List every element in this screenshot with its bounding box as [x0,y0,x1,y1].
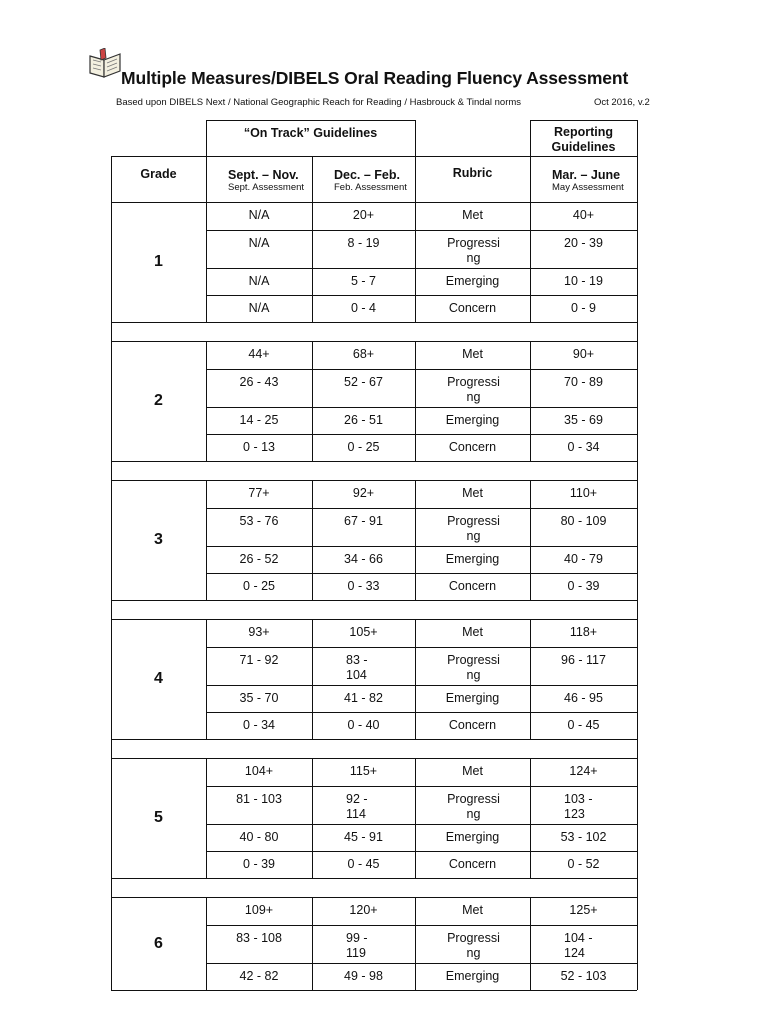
dec-feb-value: 0 - 40 [347,718,380,732]
mar-june-value: 0 - 39 [567,579,600,593]
sept-nov-value: N/A [248,274,270,288]
mar-june-value: 10 - 19 [564,274,603,288]
mar-june-column-header-subtitle: May Assessment [552,182,624,193]
rubric-value: Concern [448,301,497,315]
rubric-value: Met [462,486,483,500]
mar-june-value: 104 - 124 [564,931,593,960]
rubric-value: Progressi ng [447,514,500,543]
rubric-value: Progressi ng [447,792,500,821]
mar-june-value: 118+ [569,625,598,639]
mar-june-value: 124+ [569,764,598,778]
sept-nov-value: 0 - 34 [243,718,275,732]
sept-nov-value: 53 - 76 [239,514,279,528]
grade-block-bottom [111,739,637,740]
table-rule [312,758,313,878]
mar-june-value: 90+ [572,347,595,361]
rubric-value: Emerging [445,969,500,983]
dec-feb-value: 67 - 91 [344,514,383,528]
table-rule [206,619,207,739]
dec-feb-value: 0 - 45 [347,857,380,871]
grade-block-bottom [111,322,637,323]
sept-nov-value: 40 - 80 [239,830,279,844]
table-rule [415,897,416,990]
dec-feb-value: 8 - 19 [347,236,380,250]
grade-number: 1 [154,253,163,270]
rubric-value: Progressi ng [447,931,500,960]
rubric-value: Met [462,625,483,639]
table-rule [415,480,416,600]
table-rule [530,202,531,322]
dec-feb-value: 120+ [349,903,378,917]
dec-feb-value: 49 - 98 [344,969,383,983]
sept-nov-value: 26 - 52 [239,552,279,566]
sept-nov-column-header [206,156,312,202]
table-rule [530,897,531,990]
table-rule [206,202,207,322]
table-rule [415,120,416,156]
grade-number: 2 [154,392,163,409]
grade-block-bottom [111,461,637,462]
table-rule [637,758,638,878]
spacer-border [637,739,638,758]
rubric-value: Emerging [445,830,500,844]
sept-nov-value: 44+ [248,347,270,361]
sept-nov-value: 26 - 43 [239,375,279,389]
mar-june-value: 52 - 103 [560,969,607,983]
sept-nov-value: 104+ [244,764,274,778]
table-rule [637,619,638,739]
mar-june-value: 70 - 89 [564,375,603,389]
mar-june-value: 20 - 39 [564,236,603,250]
dec-feb-column-header-title: Dec. – Feb. [334,168,400,182]
sept-nov-value: 81 - 103 [236,792,282,806]
dec-feb-value: 115+ [349,764,378,778]
table-rule [415,341,416,461]
spacer-border [111,461,112,480]
table-rule [637,202,638,322]
dec-feb-value: 45 - 91 [344,830,383,844]
sept-nov-column-header-title: Sept. – Nov. [228,168,299,182]
rubric-value: Emerging [445,691,500,705]
table-rule [637,120,638,156]
table-rule [312,341,313,461]
sept-nov-column-header-subtitle: Sept. Assessment [228,182,305,193]
dec-feb-value: 99 - 119 [346,931,368,960]
mar-june-value: 0 - 45 [567,718,600,732]
mar-june-column-header-title: Mar. – June [552,168,621,182]
table-rule [637,480,638,600]
rubric-column-header: Rubric [452,166,493,180]
mar-june-value: 0 - 9 [570,301,596,315]
dec-feb-value: 52 - 67 [344,375,383,389]
open-book-icon [88,48,122,78]
reporting-guidelines-header: Reporting Guidelines [551,125,616,154]
table-rule [206,758,207,878]
dec-feb-value: 34 - 66 [344,552,383,566]
sept-nov-value: 14 - 25 [239,413,279,427]
mar-june-value: 96 - 117 [561,653,606,667]
table-rule [415,202,416,322]
rubric-value: Progressi ng [447,375,500,404]
sept-nov-value: N/A [248,301,270,315]
table-rule [312,897,313,990]
table-rule [637,341,638,461]
dec-feb-value: 20+ [352,208,375,222]
spacer-border [111,322,112,341]
dec-feb-column-header-subtitle: Feb. Assessment [334,182,407,193]
spacer-border [111,739,112,758]
spacer-border [111,600,112,619]
mar-june-value: 40 - 79 [564,552,603,566]
dec-feb-value: 68+ [352,347,375,361]
table-rule [206,341,207,461]
dec-feb-value: 26 - 51 [344,413,383,427]
table-rule [206,480,207,600]
spacer-border [637,322,638,341]
rubric-value: Progressi ng [447,236,500,265]
spacer-border [111,878,112,897]
table-rule [530,341,531,461]
dec-feb-value: 5 - 7 [350,274,376,288]
document-subtitle: Based upon DIBELS Next / National Geographic Reach for Reading / Hasbrouck & Tindal norms [116,97,522,108]
mar-june-value: 110+ [569,486,598,500]
mar-june-value: 0 - 34 [567,440,600,454]
dec-feb-value: 92 - 114 [346,792,368,821]
rubric-value: Emerging [445,552,500,566]
grade-number: 4 [154,670,163,687]
table-rule [530,758,531,878]
rubric-value: Emerging [445,413,500,427]
grade-number: 6 [154,934,163,952]
table-rule [637,897,638,990]
rubric-value: Progressi ng [447,653,500,682]
document-title: Multiple Measures/DIBELS Oral Reading Fluency Assessment [121,68,629,88]
grade-block-bottom [111,600,637,601]
table-rule [415,758,416,878]
on-track-guidelines-header: “On Track” Guidelines [243,126,378,140]
rubric-value: Concern [448,440,497,454]
rubric-value: Met [462,764,483,778]
rubric-value: Met [462,208,483,222]
mar-june-value: 80 - 109 [560,514,607,528]
mar-june-value: 35 - 69 [564,413,603,427]
mar-june-value: 125+ [569,903,598,917]
rubric-value: Concern [448,579,497,593]
spacer-border [637,878,638,897]
dec-feb-value: 41 - 82 [344,691,383,705]
sept-nov-value: 77+ [248,486,270,500]
sept-nov-value: 109+ [244,903,274,917]
table-rule [206,897,207,990]
sept-nov-value: 35 - 70 [239,691,279,705]
dec-feb-value: 0 - 25 [347,440,380,454]
spacer-border [637,461,638,480]
table-rule [312,202,313,322]
grade-number: 3 [154,531,163,548]
dec-feb-value: 105+ [349,625,378,639]
dec-feb-column-header [312,156,415,202]
grade-block-bottom [111,878,637,879]
dec-feb-value: 0 - 33 [347,579,380,593]
table-rule [312,480,313,600]
dec-feb-value: 83 - 104 [346,653,368,682]
table-rule [312,619,313,739]
table-rule [530,619,531,739]
sept-nov-value: 93+ [248,625,270,639]
dec-feb-value: 0 - 4 [350,301,376,315]
rubric-value: Emerging [445,274,500,288]
dec-feb-value: 92+ [352,486,375,500]
mar-june-value: 103 - 123 [564,792,593,821]
sept-nov-value: N/A [248,236,270,250]
sept-nov-value: 83 - 108 [236,931,282,945]
grade-block-bottom [111,990,637,991]
mar-june-column-header [530,156,637,202]
rubric-value: Met [462,903,483,917]
sept-nov-value: N/A [248,208,270,222]
table-rule [530,480,531,600]
document-version: Oct 2016, v.2 [594,97,650,108]
sept-nov-value: 42 - 82 [239,969,279,983]
rubric-value: Concern [448,857,497,871]
mar-june-value: 0 - 52 [567,857,600,871]
sept-nov-value: 0 - 25 [243,579,275,593]
mar-june-value: 53 - 102 [560,830,607,844]
grade-number: 5 [154,809,163,826]
sept-nov-value: 0 - 13 [243,440,275,454]
grade-column-header: Grade [140,167,177,181]
spacer-border [637,600,638,619]
rubric-value: Concern [448,718,497,732]
table-rule [415,619,416,739]
rubric-value: Met [462,347,483,361]
mar-june-value: 46 - 95 [564,691,603,705]
mar-june-value: 40+ [572,208,595,222]
table-rule [637,156,638,202]
sept-nov-value: 0 - 39 [243,857,275,871]
sept-nov-value: 71 - 92 [239,653,279,667]
